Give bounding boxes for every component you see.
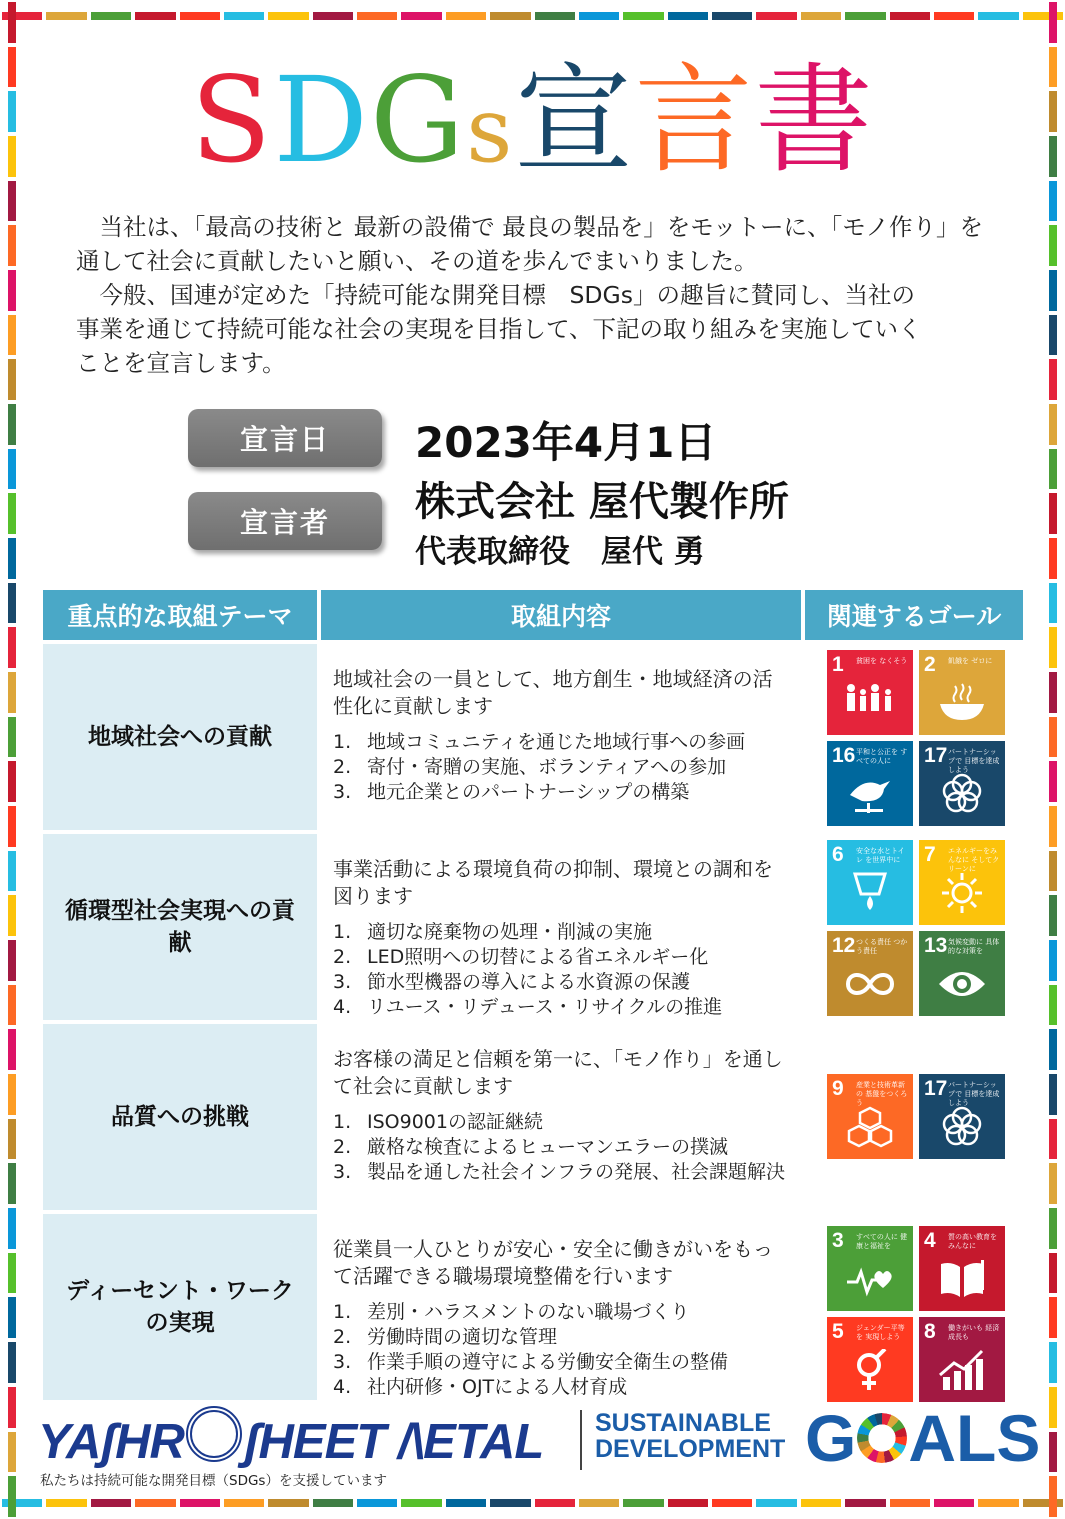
title-char: 書: [754, 51, 875, 189]
goal-label: 飢餓を ゼロに: [948, 657, 993, 665]
list-item-number: 3.: [333, 1161, 352, 1183]
border-segment: [91, 12, 131, 20]
theme-cell: 品質への挑戦: [43, 1024, 317, 1210]
content-cell: [321, 834, 801, 1020]
border-segment: [8, 493, 16, 534]
logo-ring-icon: [186, 1406, 242, 1462]
list-item-text: ISO9001の認証継続: [367, 1111, 543, 1133]
border-segment: [8, 985, 16, 1026]
page-title: [0, 51, 1065, 196]
content-lead: 従業員一人ひとりが安心・安全に働きがいをもって活躍できる職場環境整備を行います: [333, 1237, 773, 1288]
border-segment: [8, 1387, 16, 1428]
border-segment: [579, 12, 619, 20]
goal-number: 3: [832, 1229, 844, 1252]
border-segment: [1049, 717, 1057, 758]
theme-cell: ディーセント・ワークの実現: [43, 1214, 317, 1400]
list-item-text: 寄付・寄贈の実施、ボランティアへの参加: [367, 756, 727, 778]
border-segment: [490, 12, 530, 20]
border-segment: [1049, 1297, 1057, 1338]
border-segment: [135, 1499, 175, 1507]
list-item-number: 4.: [333, 1376, 352, 1398]
intro-line: 今般、国連が定めた「持続可能な開発目標 SDGs」の趣旨に賛同し、当社の: [76, 281, 915, 309]
sdg-goal-5-tile: [827, 1317, 913, 1402]
border-segment: [1049, 1342, 1057, 1383]
border-segment: [8, 851, 16, 892]
border-segment: [357, 1499, 397, 1507]
goals-cell: [805, 1214, 1023, 1400]
border-segment: [8, 538, 16, 579]
theme-cell: 循環型社会実現への貢献: [43, 834, 317, 1020]
sdg-goal-9-tile: [827, 1074, 913, 1159]
sdg-goal-2-tile: [919, 650, 1005, 735]
border-segment: [668, 1499, 708, 1507]
list-item-number: 3.: [333, 971, 352, 993]
border-segment: [1049, 1253, 1057, 1294]
sdg-line-2: DEVELOPMENT: [595, 1435, 786, 1463]
goal-label: ジェンダー平等を 実現しよう: [856, 1324, 905, 1341]
goals-cell: [805, 834, 1023, 1020]
border-segment: [1049, 761, 1057, 802]
content-cell: [321, 1024, 801, 1210]
declaration-date-label: 宣言日: [188, 409, 382, 467]
border-segment: [934, 1499, 974, 1507]
border-segment: [8, 225, 16, 266]
border-segment: [1049, 449, 1057, 490]
border-segment: [8, 940, 16, 981]
list-item-text: 節水型機器の導入による水資源の保護: [367, 971, 691, 993]
list-item-text: 適切な廃棄物の処理・削減の実施: [367, 921, 653, 943]
list-item-text: 作業手順の遵守による労働安全衛生の整備: [367, 1351, 729, 1373]
goal-number: 17: [924, 1077, 948, 1100]
content-items: [333, 920, 791, 1020]
border-segment: [1049, 940, 1057, 981]
sdg-goal-17-tile: [919, 741, 1005, 826]
list-item: [333, 945, 791, 970]
representative-name: 代表取締役 屋代 勇: [415, 534, 705, 570]
border-segment: [756, 1499, 796, 1507]
border-segment: [180, 1499, 220, 1507]
list-item: [333, 1135, 791, 1160]
border-segment: [1049, 315, 1057, 356]
border-segment: [46, 12, 86, 20]
border-segment: [135, 12, 175, 20]
border-segment: [224, 12, 264, 20]
goal-label: 平和と公正を すべての人に: [856, 748, 908, 765]
header-theme: 重点的な取組テーマ: [43, 590, 317, 640]
border-segment: [8, 449, 16, 490]
list-item: [333, 995, 791, 1020]
border-segment: [712, 12, 752, 20]
title-char: S: [190, 51, 274, 189]
list-item-text: 地元企業とのパートナーシップの構築: [367, 781, 690, 803]
border-segment: [8, 1029, 16, 1070]
list-item-number: 4.: [333, 996, 352, 1018]
border-segment: [8, 895, 16, 936]
list-item: [333, 1300, 791, 1325]
goals-rest: ALS: [908, 1401, 1041, 1475]
goal-number: 7: [924, 843, 936, 866]
intro-line: 事業を通じて持続可能な社会の実現を目指して、下記の取り組みを実施していく: [76, 315, 922, 343]
sdg-goal-13-tile: [919, 931, 1005, 1016]
goal-label: 気候変動に 具体的な対策を: [948, 938, 1000, 955]
table-row: [43, 1024, 1023, 1210]
sdg-goal-7-tile: [919, 840, 1005, 925]
border-segment: [1049, 359, 1057, 400]
border-segment: [8, 404, 16, 445]
goal-label: 質の高い教育を みんなに: [948, 1233, 997, 1250]
border-segment: [1049, 1074, 1057, 1115]
goal-label: 働きがいも 経済成長も: [948, 1324, 1000, 1341]
list-item: [333, 1325, 791, 1350]
border-segment: [8, 806, 16, 847]
border-segment: [8, 1119, 16, 1160]
goal-label: パートナーシップで 目標を達成しよう: [948, 1081, 1000, 1107]
logo-text-1: YAʃHR: [38, 1415, 184, 1469]
border-segment: [1049, 985, 1057, 1026]
list-item-text: LED照明への切替による省エネルギー化: [367, 946, 709, 968]
border-segment: [1049, 493, 1057, 534]
logo-text-3: ETAL: [423, 1415, 544, 1469]
border-segment: [446, 1499, 486, 1507]
border-segment: [1049, 1432, 1057, 1473]
border-segment: [313, 1499, 353, 1507]
goal-icons: [827, 1226, 1005, 1402]
list-item: [333, 730, 791, 755]
border-segment: [8, 1476, 16, 1517]
border-segment: [490, 1499, 530, 1507]
logo-text-2: ʃHEET: [243, 1415, 386, 1469]
list-item-number: 1.: [333, 731, 352, 753]
border-segment: [890, 12, 930, 20]
sdg-goal-3-tile: [827, 1226, 913, 1311]
content-items: [333, 1300, 791, 1400]
title-char: 宣: [514, 51, 635, 189]
border-segment: [8, 270, 16, 311]
border-right: [1047, 0, 1059, 1519]
goal-label: つくる責任 つかう責任: [856, 938, 908, 955]
list-item-text: 労働時間の適切な管理: [367, 1326, 558, 1348]
border-segment: [8, 1163, 16, 1204]
goal-label: 安全な水とトイレ を世界中に: [856, 847, 905, 864]
goal-number: 9: [832, 1077, 844, 1100]
content-lead: 事業活動による環境負荷の抑制、環境との調和を図ります: [333, 857, 773, 908]
intro-line: ことを宣言します。: [76, 349, 286, 377]
intro-line: 通して社会に貢献したいと願い、その道を歩んでまいりました。: [76, 247, 758, 275]
goals-wordmark: [805, 1400, 1040, 1476]
border-segment: [8, 717, 16, 758]
sdg-goal-6-tile: [827, 840, 913, 925]
sdg-goal-8-tile: [919, 1317, 1005, 1402]
border-segment: [91, 1499, 131, 1507]
theme-cell: 地域社会への貢献: [43, 644, 317, 830]
sdg-goal-16-tile: [827, 741, 913, 826]
border-segment: [401, 12, 441, 20]
border-segment: [801, 12, 841, 20]
border-segment: [934, 12, 974, 20]
footer-divider: [580, 1410, 582, 1470]
border-left: [6, 0, 18, 1519]
border-segment: [180, 12, 220, 20]
border-segment: [46, 1499, 86, 1507]
title-char: s: [466, 78, 515, 183]
list-item-text: リユース・リデュース・リサイクルの推進: [367, 996, 723, 1018]
border-segment: [446, 12, 486, 20]
table-row: [43, 834, 1023, 1020]
goal-number: 12: [832, 934, 856, 957]
list-item-number: 1.: [333, 1111, 352, 1133]
border-segment: [268, 1499, 308, 1507]
border-segment: [1049, 895, 1057, 936]
border-segment: [8, 1074, 16, 1115]
border-segment: [8, 1297, 16, 1338]
border-segment: [1049, 1387, 1057, 1428]
list-item: [333, 1110, 791, 1135]
goal-number: 5: [832, 1320, 844, 1343]
goal-number: 1: [832, 653, 844, 676]
border-segment: [8, 761, 16, 802]
border-segment: [978, 12, 1018, 20]
goal-label: エネルギーをみんなに そしてクリーンに: [948, 847, 1000, 873]
list-item-number: 2.: [333, 946, 352, 968]
border-segment: [8, 359, 16, 400]
goals-cell: [805, 644, 1023, 830]
goal-number: 4: [924, 1229, 936, 1252]
border-segment: [1049, 1163, 1057, 1204]
border-segment: [1049, 2, 1057, 43]
border-segment: [890, 1499, 930, 1507]
sdg-wordmark: [595, 1410, 785, 1462]
sdg-goal-4-tile: [919, 1226, 1005, 1311]
company-name: 株式会社 屋代製作所: [415, 479, 789, 525]
border-segment: [8, 627, 16, 668]
border-segment: [1049, 583, 1057, 624]
border-segment: [313, 12, 353, 20]
border-segment: [1049, 404, 1057, 445]
border-segment: [1049, 851, 1057, 892]
border-segment: [623, 1499, 663, 1507]
sdg-line-1: SUSTAINABLE: [595, 1409, 771, 1437]
goal-label: すべての人に 健康と福祉を: [856, 1233, 908, 1250]
border-segment: [756, 12, 796, 20]
title-char: D: [273, 51, 370, 189]
border-segment: [8, 1208, 16, 1249]
border-segment: [8, 1432, 16, 1473]
header-goals: 関連するゴール: [805, 590, 1023, 640]
content-cell: [321, 644, 801, 830]
list-item: [333, 755, 791, 780]
goal-number: 6: [832, 843, 844, 866]
list-item-text: 地域コミュニティを通じた地域行事への参画: [367, 731, 746, 753]
sdg-wheel-icon: [857, 1413, 907, 1463]
declarer-label: 宣言者: [188, 492, 382, 550]
border-segment: [1049, 806, 1057, 847]
border-segment: [845, 1499, 885, 1507]
border-segment: [1049, 1119, 1057, 1160]
border-segment: [845, 12, 885, 20]
border-segment: [668, 12, 708, 20]
sdg-goal-1-tile: [827, 650, 913, 735]
list-item-number: 2.: [333, 1326, 352, 1348]
list-item: [333, 1350, 791, 1375]
border-segment: [1049, 270, 1057, 311]
header-content: 取組内容: [321, 590, 801, 640]
border-segment: [1049, 1208, 1057, 1249]
table-header: [43, 590, 1023, 640]
border-segment: [1049, 672, 1057, 713]
border-segment: [1049, 225, 1057, 266]
content-lead: お客様の満足と信頼を第一に、「モノ作り」を通して社会に貢献します: [333, 1047, 783, 1098]
border-segment: [535, 1499, 575, 1507]
goal-icons: [827, 650, 1005, 826]
title-char: G: [369, 51, 467, 189]
goal-label: 産業と技術革新の 基盤をつくろう: [856, 1081, 908, 1107]
intro-text: [76, 210, 996, 380]
logo-m-icon: /\: [397, 1415, 424, 1469]
goal-icons: [827, 840, 1005, 1016]
border-segment: [268, 12, 308, 20]
list-item: [333, 1160, 791, 1185]
border-segment: [357, 12, 397, 20]
border-segment: [978, 1499, 1018, 1507]
border-segment: [8, 2, 16, 43]
initiatives-table: [43, 590, 1023, 1400]
intro-line: 当社は、「最高の技術と 最新の設備で 最良の製品を」をモットーに、「モノ作り」を: [76, 213, 983, 241]
goal-number: 17: [924, 744, 948, 767]
sdg-goal-12-tile: [827, 931, 913, 1016]
goal-icons: [827, 1074, 1005, 1159]
border-top: [0, 10, 1065, 22]
list-item-text: 厳格な検査によるヒューマンエラーの撲滅: [367, 1136, 729, 1158]
goal-number: 8: [924, 1320, 936, 1343]
list-item-text: 差別・ハラスメントのない職場づくり: [367, 1301, 690, 1323]
list-item-number: 1.: [333, 921, 352, 943]
goals-g: G: [805, 1401, 857, 1475]
goal-number: 13: [924, 934, 948, 957]
border-segment: [8, 315, 16, 356]
border-segment: [8, 1253, 16, 1294]
sdg-goal-17-tile: [919, 1074, 1005, 1159]
content-items: [333, 1110, 791, 1185]
content-cell: [321, 1214, 801, 1400]
declaration-date: 2023年4月1日: [415, 418, 717, 467]
border-segment: [1049, 1029, 1057, 1070]
company-logo: [38, 1406, 543, 1470]
content-items: [333, 730, 791, 805]
list-item: [333, 970, 791, 995]
title-char: 言: [634, 51, 755, 189]
content-lead: 地域社会の一員として、地方創生・地域経済の活性化に貢献します: [333, 667, 773, 718]
border-segment: [8, 583, 16, 624]
list-item-text: 製品を通した社会インフラの発展、社会課題解決: [367, 1161, 786, 1183]
goal-label: パートナーシップで 目標を達成しよう: [948, 748, 1000, 774]
list-item: [333, 1375, 791, 1400]
table-row: [43, 644, 1023, 830]
border-segment: [712, 1499, 752, 1507]
goal-label: 貧困を なくそう: [856, 657, 908, 665]
border-bottom: [0, 1497, 1065, 1509]
list-item: [333, 920, 791, 945]
table-row: [43, 1214, 1023, 1400]
list-item-number: 2.: [333, 756, 352, 778]
goal-number: 2: [924, 653, 936, 676]
border-segment: [623, 12, 663, 20]
border-segment: [535, 12, 575, 20]
border-segment: [224, 1499, 264, 1507]
list-item-number: 3.: [333, 781, 352, 803]
border-segment: [579, 1499, 619, 1507]
border-segment: [1049, 627, 1057, 668]
goal-number: 16: [832, 744, 856, 767]
border-segment: [8, 672, 16, 713]
border-segment: [1049, 1476, 1057, 1517]
list-item: [333, 780, 791, 805]
goals-cell: [805, 1024, 1023, 1210]
border-segment: [801, 1499, 841, 1507]
list-item-number: 1.: [333, 1301, 352, 1323]
list-item-number: 2.: [333, 1136, 352, 1158]
border-segment: [1049, 538, 1057, 579]
border-segment: [8, 1342, 16, 1383]
list-item-number: 3.: [333, 1351, 352, 1373]
list-item-text: 社内研修・OJTによる人材育成: [367, 1376, 628, 1398]
border-segment: [401, 1499, 441, 1507]
support-statement: 私たちは持続可能な開発目標（SDGs）を支援しています: [40, 1473, 387, 1489]
